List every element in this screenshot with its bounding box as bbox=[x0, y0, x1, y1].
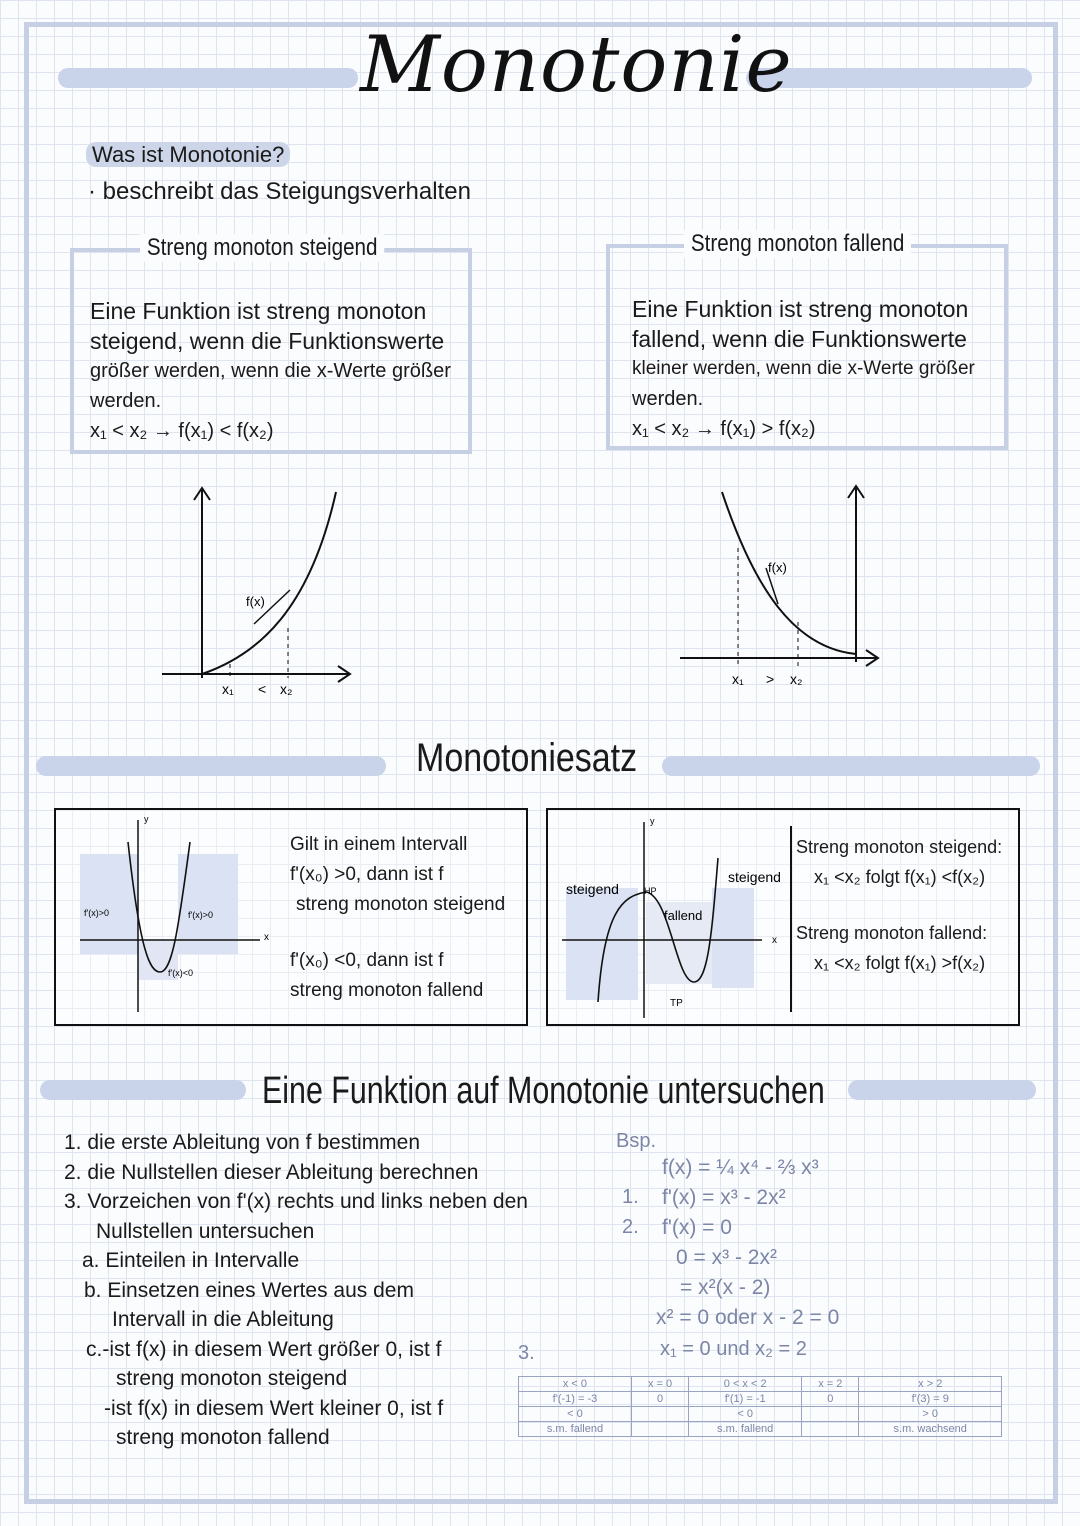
title-bar-left bbox=[58, 68, 358, 88]
increasing-label: Streng monoton steigend bbox=[140, 234, 384, 262]
intro-answer: · beschreibt das Steigungsverhalten bbox=[88, 178, 471, 205]
pos-left-label: f'(x)>0 bbox=[84, 908, 109, 918]
x-label: x bbox=[264, 932, 269, 943]
lt-label: < bbox=[258, 681, 267, 697]
table-row bbox=[519, 1407, 1002, 1422]
example-step-2: 2. bbox=[622, 1216, 639, 1238]
proc-bar-left bbox=[40, 1080, 246, 1100]
table-cell: < 0 bbox=[689, 1407, 802, 1422]
satz-left-graph bbox=[60, 812, 280, 1022]
x-label: x bbox=[772, 935, 777, 946]
table-row bbox=[519, 1422, 1002, 1437]
satz-right-graph bbox=[552, 812, 790, 1022]
y-label: y bbox=[144, 814, 149, 824]
satz-left-text: Gilt in einem Intervall f'(x₀) >0, dann ist f streng monoton steigend f'(x₀) <0, dann ist f streng monoton fallend bbox=[290, 834, 506, 1001]
y-label: y bbox=[650, 816, 655, 826]
table-cell bbox=[802, 1407, 859, 1422]
decreasing-label: Streng monoton fallend bbox=[684, 230, 911, 258]
table-cell: x > 2 bbox=[859, 1377, 1002, 1392]
increasing-definition: Eine Funktion ist streng monoton steigend, wenn die Funktionswerte größer werden, wenn die x-Werte größer werden. x₁ < x₂ → f(x₁) < f(x₂) bbox=[90, 298, 451, 442]
x2-label: x₂ bbox=[790, 671, 803, 687]
sign-table-header bbox=[519, 1377, 1002, 1392]
table-cell: 0 < x < 2 bbox=[689, 1377, 802, 1392]
table-cell bbox=[631, 1422, 688, 1437]
satz-right-text: Streng monoton steigend: x₁ <x₂ folgt f(x₁) <f(x₂) Streng monoton fallend: x₁ <x₂ folgt f(x₁) >f(x₂) bbox=[796, 837, 1003, 973]
page-title: Monotonie bbox=[360, 20, 793, 110]
example-eq3: x² = 0 oder x - 2 = 0 bbox=[656, 1306, 840, 1329]
example-eq2: = x²(x - 2) bbox=[680, 1276, 771, 1299]
region-inc-right bbox=[712, 888, 754, 988]
table-row bbox=[519, 1392, 1002, 1407]
table-cell: s.m. fallend bbox=[689, 1422, 802, 1437]
region-pos-left bbox=[80, 854, 138, 954]
satz-bar-right bbox=[662, 756, 1040, 776]
f-label: f(x) bbox=[768, 560, 787, 575]
table-cell: f'(1) = -1 bbox=[689, 1392, 802, 1407]
example-function: f(x) = ¼ x⁴ - ⅔ x³ bbox=[662, 1156, 819, 1179]
inc-left-label: steigend bbox=[566, 881, 619, 897]
table-cell: 0 bbox=[802, 1392, 859, 1407]
pos-right-label: f'(x)>0 bbox=[188, 910, 213, 920]
table-cell: > 0 bbox=[859, 1407, 1002, 1422]
table-cell bbox=[631, 1407, 688, 1422]
dec-label: fallend bbox=[664, 908, 703, 923]
decreasing-curve bbox=[722, 492, 856, 654]
table-cell: f'(3) = 9 bbox=[859, 1392, 1002, 1407]
table-cell: x = 2 bbox=[802, 1377, 859, 1392]
tp-label: TP bbox=[670, 998, 683, 1009]
table-cell: x = 0 bbox=[631, 1377, 688, 1392]
procedure-heading: Eine Funktion auf Monotonie untersuchen bbox=[262, 1070, 825, 1112]
intro-question: Was ist Monotonie? bbox=[86, 142, 290, 168]
decreasing-graph bbox=[674, 478, 894, 708]
increasing-curve bbox=[202, 492, 336, 674]
example-zero: f'(x) = 0 bbox=[662, 1216, 732, 1239]
example-derivative: f'(x) = x³ - 2x² bbox=[662, 1186, 786, 1209]
table-cell: s.m. wachsend bbox=[859, 1422, 1002, 1437]
monotoniesatz-heading: Monotoniesatz bbox=[416, 736, 638, 780]
table-cell: < 0 bbox=[519, 1407, 632, 1422]
example-step-1: 1. bbox=[622, 1186, 639, 1208]
neg-label: f'(x)<0 bbox=[168, 968, 193, 978]
procedure-steps: 1. die erste Ableitung von f bestimmen 2. die Nullstellen dieser Ableitung berechnen 3. Vorzeichen von f'(x) rechts und links neben den Nullstellen untersuchen a. Einteilen in Intervalle b. Einsetzen eines Wertes aus dem Intervall in die Ableitung c.-ist f(x) in diesem Wert größer 0, ist f streng monoton steigend -ist f(x) in diesem Wert kleiner 0, ist f streng monoton fallend bbox=[64, 1131, 528, 1449]
proc-bar-right bbox=[848, 1080, 1036, 1100]
f-label: f(x) bbox=[246, 594, 265, 609]
example-eq1: 0 = x³ - 2x² bbox=[676, 1246, 777, 1269]
example-step-3: 3. bbox=[518, 1342, 535, 1364]
table-cell: s.m. fallend bbox=[519, 1422, 632, 1437]
increasing-graph bbox=[150, 478, 370, 708]
decreasing-definition: Eine Funktion ist streng monoton fallend, wenn die Funktionswerte kleiner werden, wenn die x-Werte größer werden. x₁ < x₂ → f(x₁) > f(x₂) bbox=[632, 296, 975, 440]
sign-table bbox=[518, 1376, 1002, 1437]
x1-label: x₁ bbox=[222, 681, 234, 697]
hp-label: HP bbox=[644, 886, 657, 896]
x2-label: x₂ bbox=[280, 681, 293, 697]
gt-label: > bbox=[766, 671, 775, 687]
example-label: Bsp. bbox=[616, 1130, 657, 1152]
example-eq4: x₁ = 0 und x₂ = 2 bbox=[660, 1338, 807, 1360]
table-cell: f'(-1) = -3 bbox=[519, 1392, 632, 1407]
region-inc-left bbox=[566, 888, 638, 1000]
x1-label: x₁ bbox=[732, 671, 744, 687]
table-cell bbox=[802, 1422, 859, 1437]
table-cell: 0 bbox=[631, 1392, 688, 1407]
satz-bar-left bbox=[36, 756, 386, 776]
table-cell: x < 0 bbox=[519, 1377, 632, 1392]
satz-right-divider bbox=[790, 826, 792, 1012]
inc-right-label: steigend bbox=[728, 869, 781, 885]
